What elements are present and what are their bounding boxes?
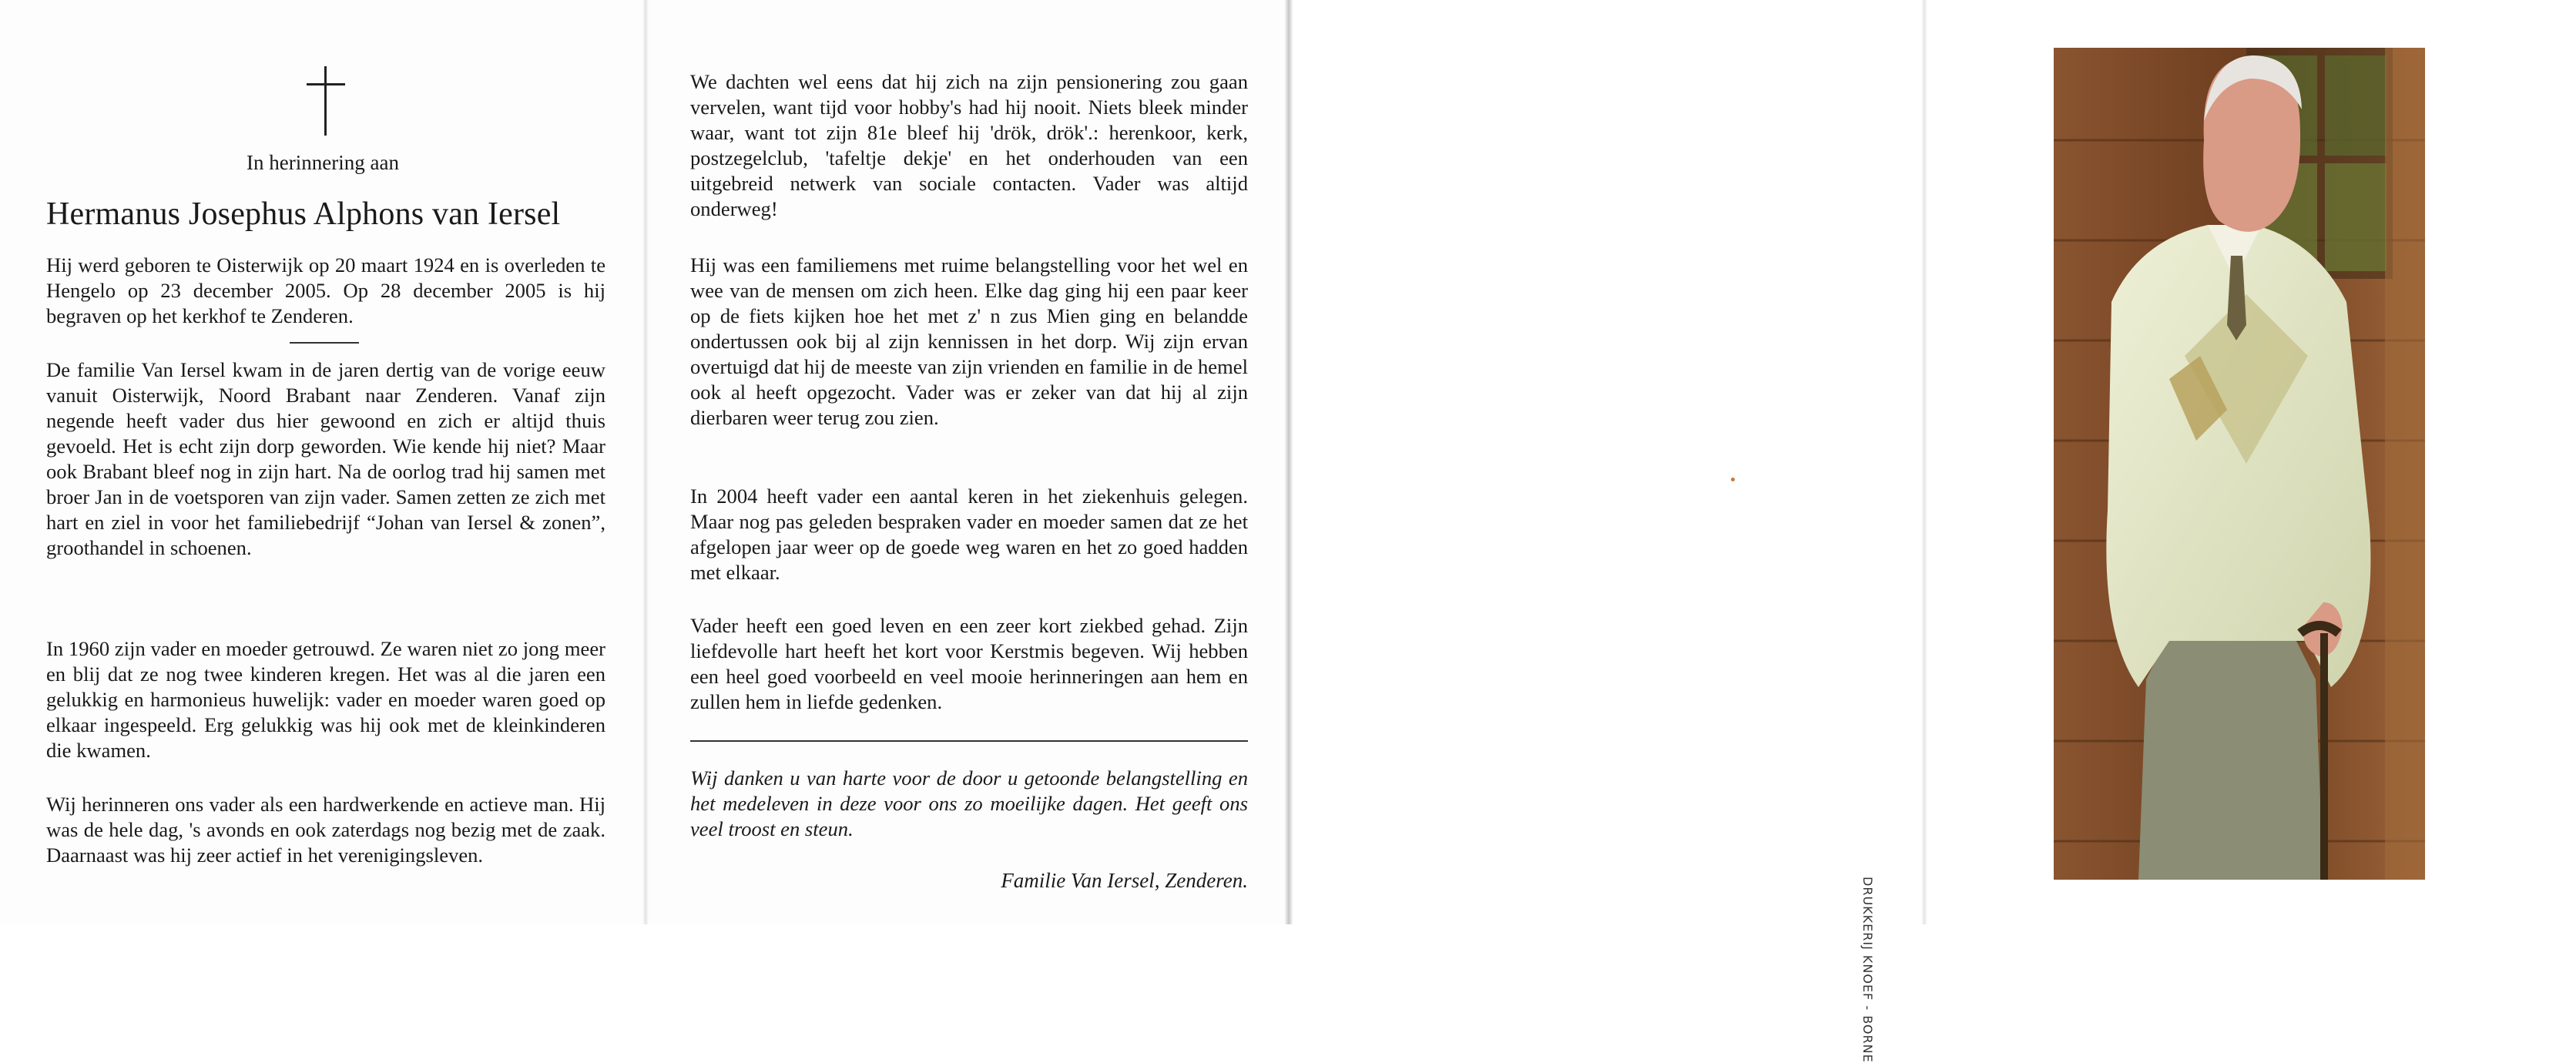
paragraph-retirement: We dachten wel eens dat hij zich na zijn pensionering zou gaan vervelen, want tijd voor hobby's had hij nooit. Niets bleek minder waar, want tot zijn 81e bleef hij 'drök, drök'.: herenkoor, kerk, postzegelclub, 'tafeltje dekje' en het onderhouden van een uitgebreid netwerk van sociale contacten. Vader was altijd onderweg! [690, 70, 1248, 220]
divider [290, 342, 359, 344]
in-memory-heading: In herinnering aan [247, 151, 399, 174]
cross-icon [307, 66, 345, 136]
paragraph-hospital: In 2004 heeft vader een aantal keren in het ziekenhuis gelegen. Maar nog pas geleden bespraken vader en moeder samen dat ze het afgelopen jaar weer op de goede weg waren en het zo goed hadden met elkaar. [690, 485, 1248, 584]
paragraph-family-history: De familie Van Iersel kwam in de jaren dertig van de vorige eeuw vanuit Oisterwijk, Noord Brabant naar Zenderen. Vanaf zijn negende heeft vader dus hier gewoond en zich er altijd thuis gevoeld. Het is echt zijn dorp geworden. Wie kende hij niet? Maar ook Brabant bleef nog in zijn hart. Na de oorlog trad hij samen met broer Jan in de voetsporen van zijn vader. Samen zetten ze zich met hart en ziel in voor het familiebedrijf “Johan van Iersel & zonen”, groothandel in schoenen. [46, 358, 605, 559]
portrait-illustration [2054, 48, 2425, 880]
deceased-name: Hermanus Josephus Alphons van Iersel [46, 196, 561, 232]
thank-you-text: Wij danken u van harte voor de door u getoonde belangstelling en het medeleven in deze voor ons zo moeilijke dagen. Het geeft ons veel troost en steun. [690, 766, 1248, 840]
portrait-photo [2054, 48, 2425, 880]
paragraph-birth-death: Hij werd geboren te Oisterwijk op 20 maart 1924 en is overleden te Hengelo op 23 december 2005. Op 28 december 2005 is hij begraven op het kerkhof te Zenderen. [46, 253, 605, 327]
divider [690, 740, 1248, 742]
paragraph-good-life: Vader heeft een goed leven en een zeer kort ziekbed gehad. Zijn liefdevolle hart heeft het kort voor Kerstmis begeven. Wij hebben een heel goed voorbeeld en veel mooie herinneringen aan hem en zullen hem in liefde gedenken. [690, 614, 1248, 713]
fold-crease [1921, 0, 1927, 924]
blank-back-panel [1290, 0, 1924, 924]
fold-crease [1285, 0, 1293, 924]
fold-crease [642, 0, 649, 924]
speck [1731, 478, 1735, 481]
printer-credit: DRUKKERIJ KNOEF - BORNE [1860, 877, 1875, 1063]
paragraph-marriage: In 1960 zijn vader en moeder getrouwd. Ze waren niet zo jong meer en blij dat ze nog twee kinderen kregen. Het was al die jaren een gelukkig en harmonieus huwelijk: vader en moeder waren goed op elkaar ingespeeld. Erg gelukkig was hij ook met de kleinkinderen die kwamen. [46, 637, 605, 762]
family-signature: Familie Van Iersel, Zenderen. [1001, 869, 1248, 892]
paragraph-hardworking: Wij herinneren ons vader als een hardwerkende en actieve man. Hij was de hele dag, 's avonds en ook zaterdags nog bezig met de zaak. Daarnaast was hij zeer actief in het verenigingsleven. [46, 793, 605, 867]
paragraph-family-man: Hij was een familiemens met ruime belangstelling voor het wel en wee van de mensen om zich heen. Elke dag ging hij een paar keer op de fiets kijken hoe het met z' n zus Mien ging en belandde ondertussen ook bij al zijn kennissen in het dorp. Wij zijn ervan overtuigd dat hij de meeste van zijn vrienden en familie in de hemel ook al heeft opgezocht. Vader was er zeker van dat hij al zijn dierbaren weer terug zou zien. [690, 253, 1248, 429]
